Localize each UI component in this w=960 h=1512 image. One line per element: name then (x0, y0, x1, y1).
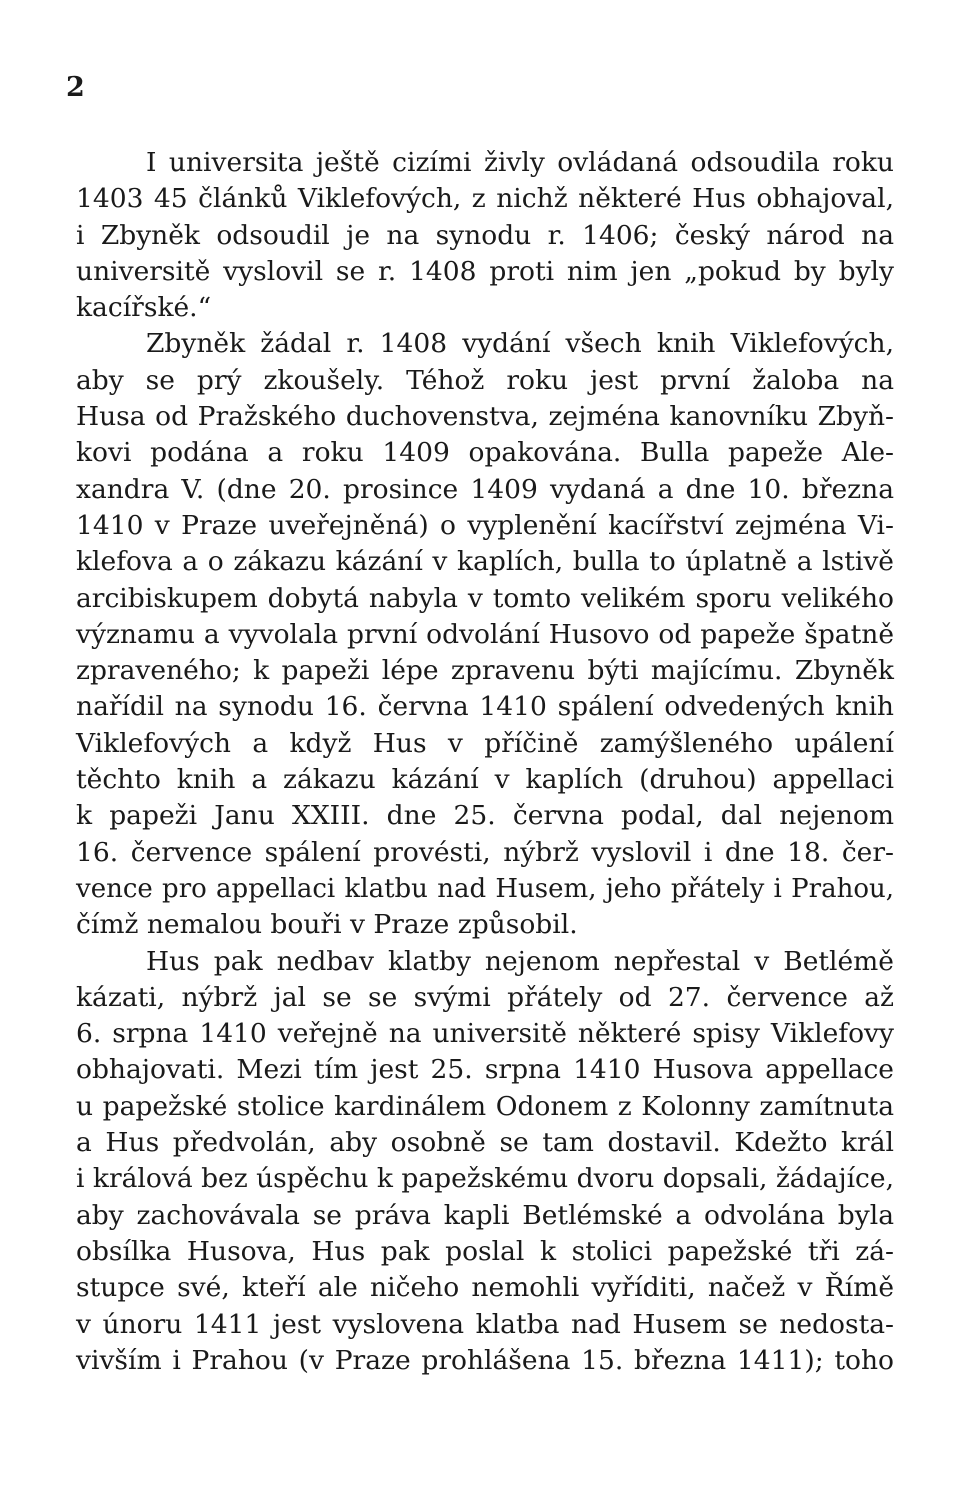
text-line: nařídil na synodu 16. června 1410 spálení odvedených knih (76, 691, 894, 723)
text-line: zpraveného; k papeži lépe zpravenu býti majícímu. Zbyněk (76, 655, 894, 687)
text-line: a Hus předvolán, aby osobně se tam dostavil. Kdežto král (76, 1127, 894, 1159)
text-line: 16. července spálení provésti, nýbrž vyslovil i dne 18. čer- (76, 836, 894, 868)
text-line: u papežské stolice kardinálem Odonem z Kolonny zamítnuta (76, 1090, 894, 1122)
text-line: těchto knih a zákazu kázání v kaplích (druhou) appellaci (76, 764, 894, 796)
text-line: čímž nemalou bouři v Praze způsobil. (76, 909, 578, 941)
text-line: stupce své, kteří ale ničeho nemohli vyříditi, načež v Římě (76, 1272, 894, 1304)
text-line: aby se prý zkoušely. Téhož roku jest první žaloba na (76, 364, 894, 396)
text-line: klefova a o zákazu kázání v kaplích, bulla to úplatně a lstivě (76, 546, 894, 578)
text-line: Viklefových a když Hus v příčině zamýšleného upálení (76, 727, 894, 759)
text-line: vivším i Prahou (v Praze prohlášena 15. března 1411); toho (76, 1344, 894, 1376)
text-line: aby zachovávala se práva kapli Betlémské a odvolána byla (76, 1199, 894, 1231)
text-line: kovi podána a roku 1409 opakována. Bulla papeže Ale- (76, 437, 894, 469)
text-line: 1410 v Praze uveřejněná) o vyplenění kacířství zejména Vi- (76, 509, 894, 541)
text-line: 1403 45 článků Viklefových, z nichž některé Hus obhajoval, (76, 183, 894, 215)
text-line: i Zbyněk odsoudil je na synodu r. 1406; český národ na (76, 219, 894, 251)
text-line: universitě vyslovil se r. 1408 proti nim jen „pokud by byly (76, 255, 894, 287)
text-line: kázati, nýbrž jal se se svými přátely od 27. července až (76, 981, 894, 1013)
text-line: v únoru 1411 jest vyslovena klatba nad Husem se nedosta- (76, 1308, 894, 1340)
text-line: významu a vyvolala první odvolání Husovo od papeže špatně (76, 618, 894, 650)
text-line: obhajovati. Mezi tím jest 25. srpna 1410 Husova appellace (76, 1054, 894, 1086)
body-text (76, 145, 894, 1379)
text-line: kacířské.“ (76, 292, 212, 324)
text-line: Zbyněk žádal r. 1408 vydání všech knih Viklefových, (146, 328, 894, 360)
text-line: i králová bez úspěchu k papežskému dvoru dopsali, žádajíce, (76, 1163, 894, 1195)
text-line: I universita ještě cizími živly ovládaná odsoudila roku (146, 147, 894, 178)
page-number: 2 (66, 72, 85, 103)
text-line: 6. srpna 1410 veřejně na universitě některé spisy Viklefovy (76, 1018, 894, 1050)
text-line: arcibiskupem dobytá nabyla v tomto velikém sporu velikého (76, 582, 894, 614)
text-line: Husa od Pražského duchovenstva, zejména kanovníku Zbyň- (76, 401, 894, 433)
text-line: xandra V. (dne 20. prosince 1409 vydaná a dne 10. března (76, 473, 894, 505)
text-line: Hus pak nedbav klatby nejenom nepřestal v Betlémě (146, 945, 894, 977)
text-line: k papeži Janu XXIII. dne 25. června podal, dal nejenom (76, 800, 894, 832)
text-line: obsílka Husova, Hus pak poslal k stolici papežské tři zá- (76, 1235, 894, 1267)
text-line: vence pro appellaci klatbu nad Husem, jeho přátely i Prahou, (76, 873, 894, 904)
